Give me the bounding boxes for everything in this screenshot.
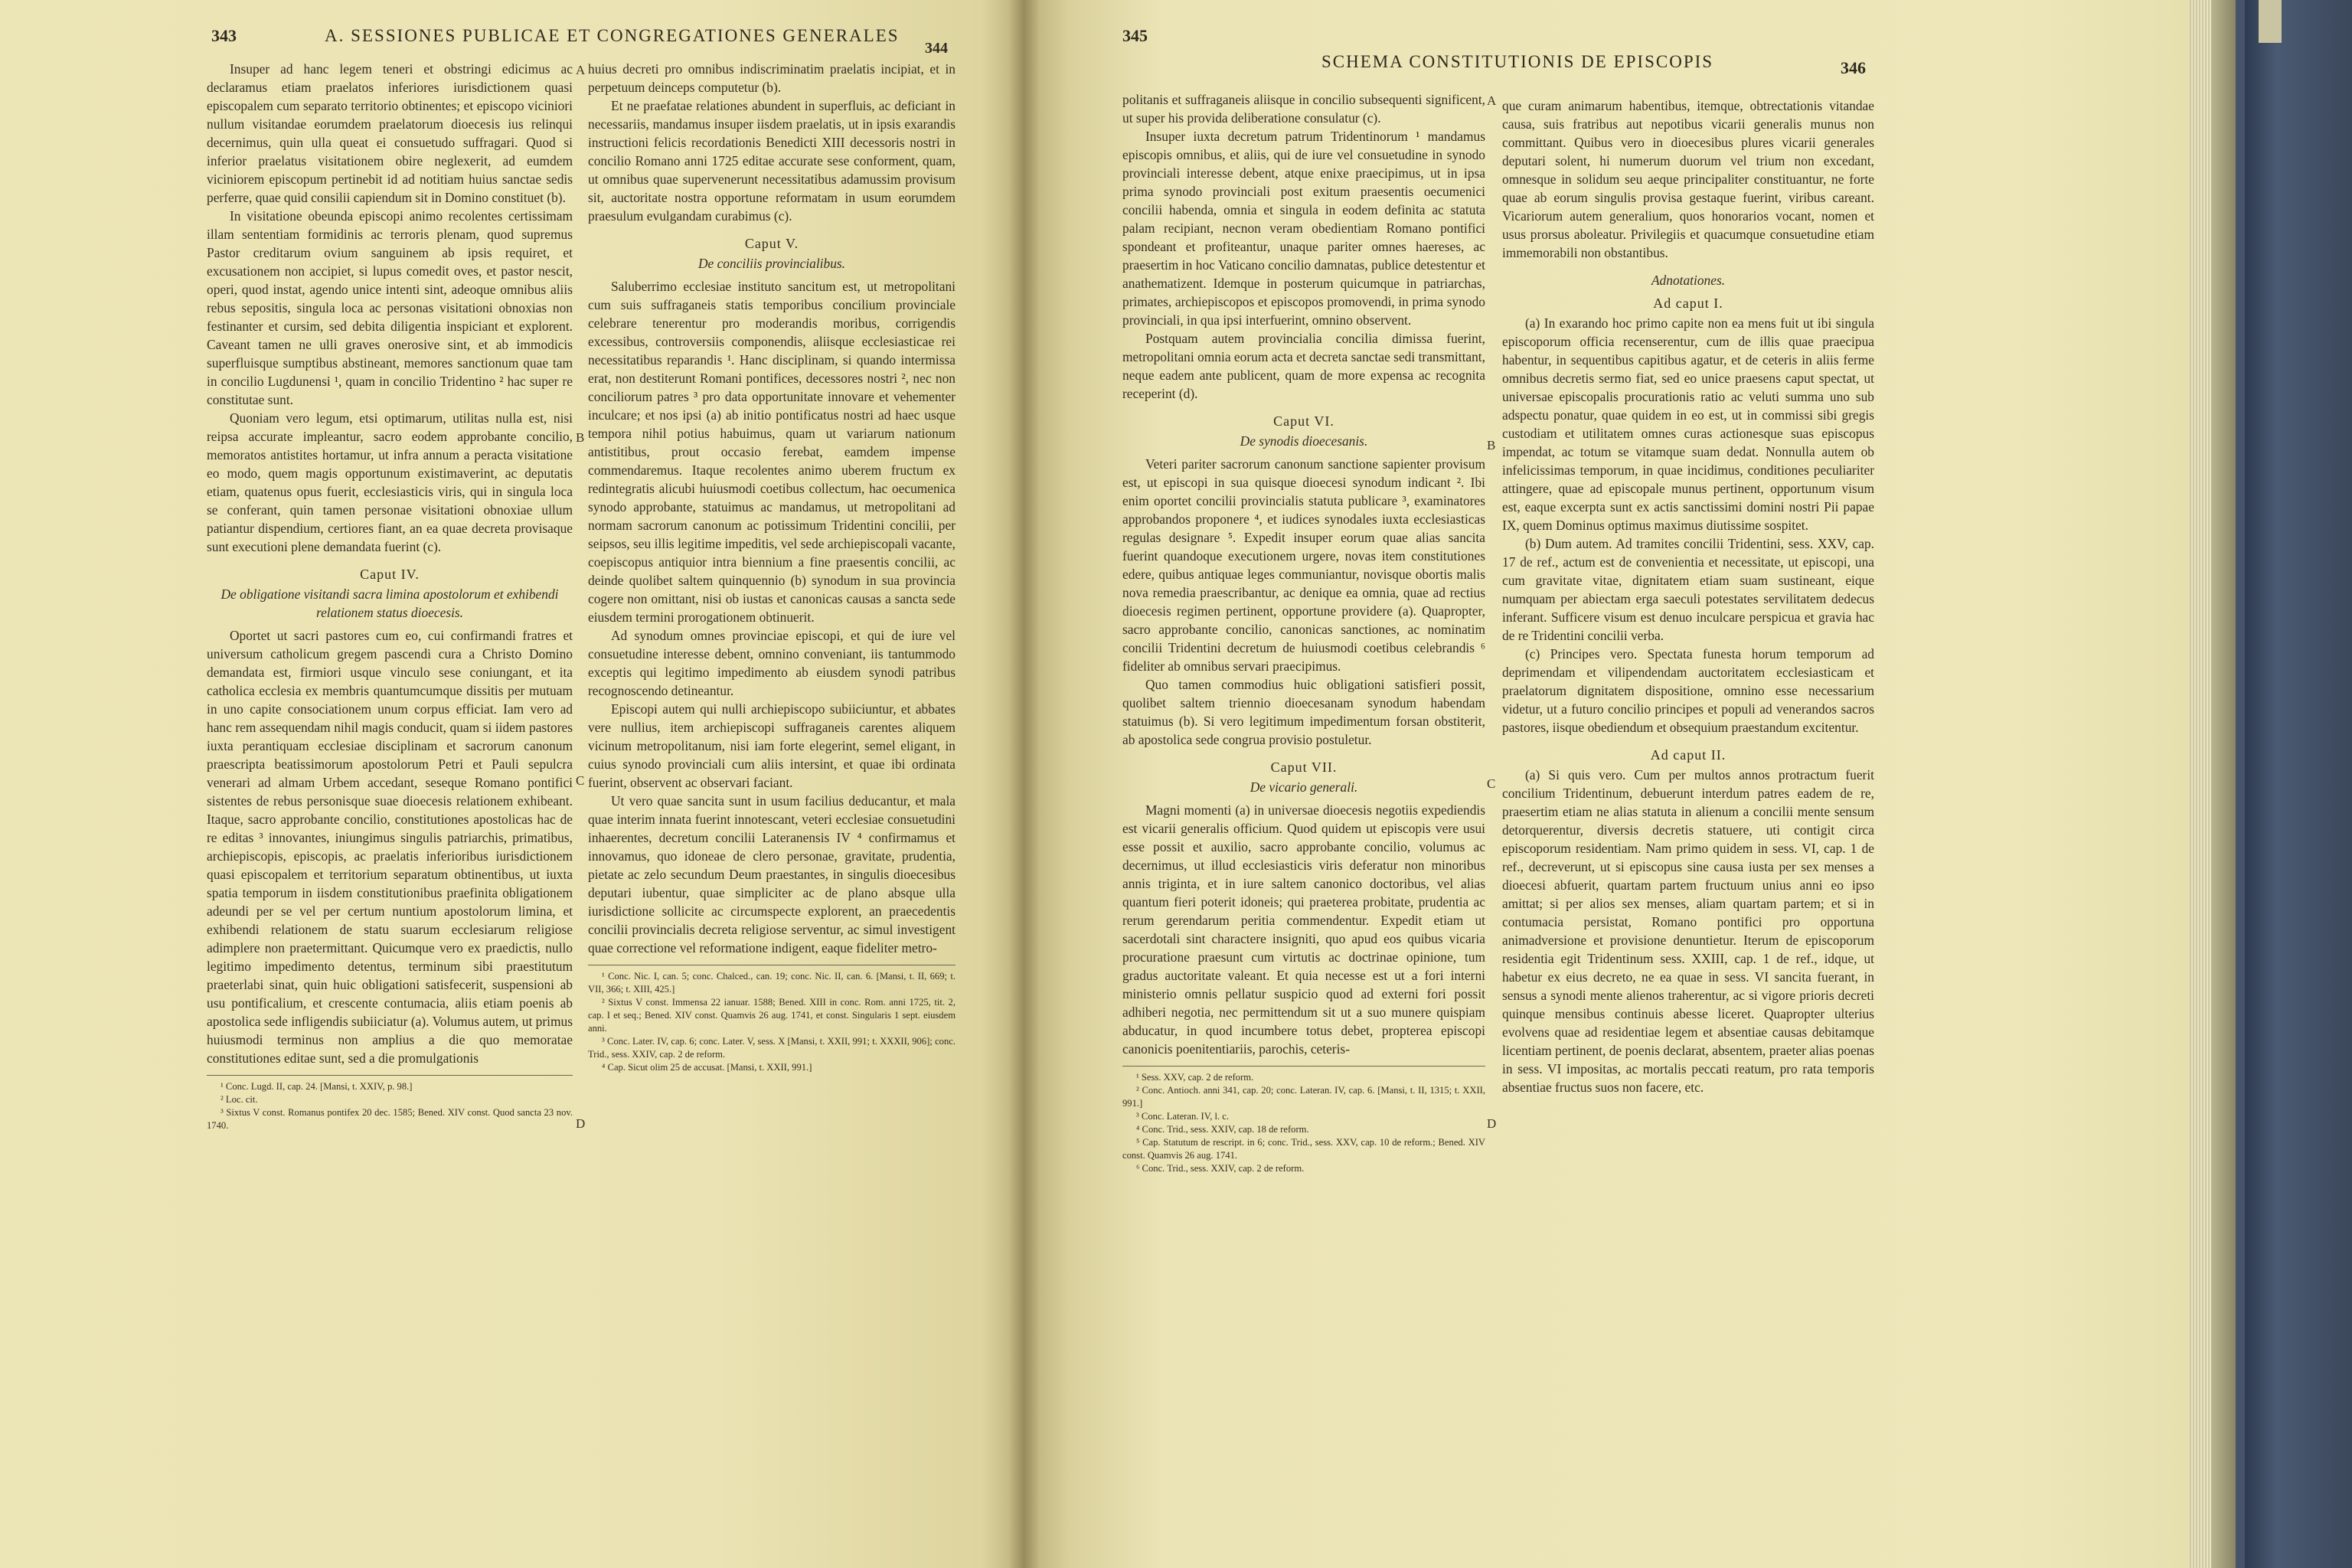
paragraph: Insuper iuxta decretum patrum Tridentinorum ¹ mandamus episcopis omnibus, et aliis, qui de iure vel consuetudine in synodo provinciali interesse debent, atque enixe praecipimus, ut in ipsa prima synodo provinciali post exitum praesentis oecumenici concilii habenda, omnia et singula in eodem definita ac statuta palam recipiant, necnon veram obedientiam Romano pontifici spondeant et profiteantur, unaque pariter omnes haereses, ac praesertim in hoc Vaticano concilio damnatas, publice detestentur et anathematizent. Idemque in posterum quicumque in patriarchas, primates, archiepiscopos et episcopos promovendi, in prima synodo provinciali, in qua ipsi interfuerint, omnino observent. — [1122, 129, 1485, 328]
paragraph: Postquam autem provincialia concilia dimissa fuerint, metropolitani omnia eorum acta et decreta sanctae sedi transmittant, neque eadem ante publicent, quam de more expensa ac recognita receperint (d). — [1122, 331, 1485, 401]
page-number-right-outer: 346 — [1841, 58, 1866, 77]
paragraph: Ut vero quae sancita sunt in usum facilius deducantur, et mala quae interim innata fuerint innotescant, veteri ecclesiae consuetudini inhaerentes, decretum concilii Lateranensis IV ⁴ confirmamus et innovamus, quo idoneae de clero personae, gravitate, prudentia, pietate ac zelo secundum Deum praestantes, in singulis dioecesibus deputari iubentur, quae simpliciter ac de plano absque ulla iurisdictione sollicite ac circumspecte explorent, an praecedentis concilii provincialis decreta religiose serventur, ac simul investigent quae correctione vel reformatione indigent, eaque fideliter metro- — [588, 793, 956, 956]
page-number-left-inner: 344 — [925, 40, 948, 57]
right-page — [1023, 0, 2190, 1568]
paragraph: Magni momenti (a) in universae dioecesis negotiis expediendis est vicarii generalis officium. Quod quidem ut episcopis vere usui esse possit et auxilio, sacro approbante concilio, volumus ac decernimus, ut illud ecclesiasticis viris deferatur non minoribus annis triginta, et in iure saltem canonico doctoribus, vel alias quantum fieri poterit idoneis; qui praeterea probitate, prudentia ac rerum gerendarum peritia commendentur. Expedit etiam ut sacerdotali sint charactere insigniti, quo apud eos quibus vicaria procuratione praesunt cum virtutis ac doctrinae opinione, tum gradus auctoritate valeant. Et quia necesse est ut a fori interni ministerio omnis pellatur suspicio quod ad externi fori possit adhiberi negotia, nec permittendum sit ut a suo munere quispiam abducatur, in quod incumbere totus debet, propterea episcopi canonicis poenitentiariis, parochis, ceteris- — [1122, 802, 1485, 1057]
section-heading: Ad caput I. — [1653, 296, 1723, 311]
footnote: ³ Sixtus V const. Romanus pontifex 20 dec. 1585; Bened. XIV const. Quod sancta 23 nov. 1740. — [207, 1107, 573, 1131]
paragraph: politanis et suffraganeis aliisque in concilio subsequenti significent, ut super his provida deliberatione consulatur (c). — [1122, 92, 1485, 126]
footnote: ⁶ Conc. Trid., sess. XXIV, cap. 2 de reform. — [1136, 1163, 1305, 1174]
paragraph: (c) Principes vero. Spectata funesta horum temporum ad deprimendam et vilipendendam auctoritatem ecclesiasticam et praelatorum dignitatem dispositione, omnino esse necessarium videtur, ut a futuro concilio principes et populi ad venerandos sacros pastores, iisque obediendum et obsequium praestandum excitentur. — [1502, 646, 1874, 735]
chapter-subtitle: De conciliis provincialibus. — [697, 256, 846, 271]
footnotes — [207, 1075, 573, 1132]
left-column-2 — [588, 60, 956, 1074]
paragraph: Quo tamen commodius huic obligationi satisfieri possit, quolibet saltem triennio dioecesanam synodum habendam statuimus (b). Si vero legitimum impedimentum forsan obstiterit, ab apostolica sede congrua provisio postuletur. — [1122, 677, 1485, 747]
margin-letter: A — [576, 63, 586, 77]
chapter-subtitle: De synodis dioecesanis. — [1240, 433, 1368, 449]
page-number-left: 343 — [211, 26, 237, 45]
margin-letter: C — [576, 773, 585, 788]
right-column-1 — [1122, 90, 1485, 1175]
paragraph: Episcopi autem qui nulli archiepiscopo subiiciuntur, et abbates vere nullius, item archiepiscopi suffraganeis carentes aliquem vicinum metropolitanum, nisi iam forte elegerint, semel eligant, in cuius synodo provinciali cum aliis intersint, et quae ibi ordinata fuerint, observent ac observari faciant. — [588, 701, 956, 790]
paragraph: (b) Dum autem. Ad tramites concilii Tridentini, sess. XXV, cap. 17 de ref., actum est de convenientia et necessitate, ut episcopi, una cum gravitate vitae, dignitatem etiam suam sustineant, eique numquam per abiectam erga saeculi potestates servilitatem dedecus inferant. Sufficere visum est denuo inculcare perspicua et gravia hac de re Tridentini concilii verba. — [1502, 536, 1874, 643]
page-edges — [2190, 0, 2211, 1568]
chapter-heading: Caput IV. — [360, 567, 420, 582]
section-heading: Ad caput II. — [1650, 747, 1726, 763]
footnote: ² Sixtus V const. Immensa 22 ianuar. 1588; Bened. XIII in conc. Rom. anni 1725, tit. 2, cap. I et seq.; Bened. XIV const. Quamvis 26 aug. 1741, et const. Singularis 1 sept. eiusdem anni. — [588, 997, 956, 1034]
paragraph: In visitatione obeunda episcopi animo recolentes certissimam illam sententiam formidinis ac terroris plenam, quod supremus Pastor creditarum ovium sanguinem ab ipsis requiret, et excusationem non accipiet, si lupus comedit oves, et pastor nescit, operi, quod instat, agendo unice intenti sint, adeoque omnibus aliis rebus sepositis, singula loca ac personas visitationi obnoxias non festinanter et cursim, sed debita diligentia inspiciant et explorent. Caveant tamen ne ulli graves onerosive sint, et ab immodicis superfluisque sumptibus abstineant, memores sanctionum quae tam in concilio Lugdunensi ¹, quam in concilio Tridentino ² hac super re constitutae sunt. — [207, 208, 573, 407]
paragraph: Insuper ad hanc legem teneri et obstringi edicimus ac declaramus etiam praelatos inferiores iurisdictionem quasi episcopalem cum separato territorio obtinentes; et episcopo viciniori nullum visitandae eorumdem praelatorum dioecesis ius relinqui decernimus, quin ulla queat ei consuetudo suffragari. Quod si inferior praelatus visitationem obire neglexerit, ad eumdem viciniorem episcopum pertinebit id ad notitiam huius sanctae sedis perferre, quae quid consilii capiendum sit in Domino constituet (b). — [207, 61, 573, 205]
margin-letter: A — [1487, 93, 1497, 108]
paragraph: Et ne praefatae relationes abundent in superfluis, ac deficiant in necessariis, mandamus insuper iisdem praelatis, ut in ipsis exarandis instructioni felicis recordationis Benedicti XIII decessoris nostri in concilio Romano anni 1725 editae accurate sese conforment, quam, ut omnibus quae supervenerunt necessitatibus adamussim provisum sit, auctoritate nostra opportune reformatam in usum eorumdem praesulum evulgandam curabimus (c). — [588, 98, 956, 224]
footnote: ¹ Conc. Nic. I, can. 5; conc. Chalced., can. 19; conc. Nic. II, can. 6. [Mansi, t. II, 669; t. VII, 366; t. XIII, 425.] — [588, 971, 956, 995]
footnote: ² Loc. cit. — [220, 1094, 258, 1105]
paragraph: que curam animarum habentibus, itemque, obtrectationis vitandae causa, suis fratribus aut nepotibus vicarii generalis munus non committant. Quibus vero in dioecesibus plures vicarii generales deputari solent, hi numerum duorum vel trium non excedant, omnesque in solidum seu aeque principaliter constituantur, ne forte quae ab eorum singulis provisa gestaque fuerint, viribus careant. Vicariorum autem generalium, quos honorarios vocant, nomen et usus prorsus aboleatur. Privilegiis et quacumque consuetudine etiam immemorabili non obstantibus. — [1502, 98, 1874, 260]
paragraph: Quoniam vero legum, etsi optimarum, utilitas nulla est, nisi reipsa accurate impleantur, sacro eodem approbante concilio, memoratos antistites hortamur, ut infra annum a peracta visitatione eo modo, quem magis opportunum existimaverint, ac deputatis etiam, quatenus opus fuerit, ecclesiasticis viris, qui in singula loca se conferant, quin tamen personae visitationi obnoxiae ullum patiantur dispendium, certiores fiant, an ea quae decreta provisaque sunt executioni plene demandata fuerint (c). — [207, 410, 573, 554]
chapter-heading: Caput VII. — [1270, 760, 1338, 775]
footnote: ³ Conc. Lateran. IV, l. c. — [1136, 1111, 1230, 1122]
annotations-heading: Adnotationes. — [1651, 273, 1726, 288]
chapter-subtitle: De vicario generali. — [1250, 779, 1358, 795]
paragraph: Oportet ut sacri pastores cum eo, cui confirmandi fratres et universum catholicum gregem pascendi cura a Christo Domino demandata est, firmiori usque vinculo sese coniungant, et ita catholica ecclesia ex membris quantumcumque dissitis per mutuam in uno capite consociationem unum corpus efficiat. Iam vero ad hanc rem assequendam nihil magis conducit, quam si iidem pastores iuxta perantiquam ecclesiae disciplinam et sacrorum canonum praescripta beatissimorum apostolorum Petri et Pauli sepulcra venerari ad almam Urbem accedant, seseque Romano pontifici sistentes de rebus personisque suae dioecesis relationem exhibeant. Itaque, sacro approbante concilio, constitutiones apostolicas hac de re editas ³ innovantes, iniungimus singulis patriarchis, primatibus, archiepiscopis, episcopis, ac praelatis inferioribus iurisdictionem quasi episcopalem et territorium separatum obtinentibus, ut iuxta spatia temporum in iisdem constitutionibus praefinita obligationem adeundi per se vel per certum nuntium apostolorum limina, et exhibendi relationem de statu suarum ecclesiarum religiose adimplere non praetermittant. Quicumque vero ex praedictis, nullo legitimo impedimento detentus, terminum sibi praestitutum praeterlabi sinat, quin huic obligationi satisfecerit, suspensioni ab usu pontificalium, et crescente contumacia, aliis etiam poenis ab apostolica sede infligendis subiiciatur (a). Volumus autem, ut primus huiusmodi terminus non amplius a die quo memoratae constitutiones editae sunt, sed a die promulgationis — [207, 628, 573, 1066]
chapter-heading: Caput VI. — [1273, 413, 1334, 429]
paragraph: (a) Si quis vero. Cum per multos annos protractum fuerit concilium Tridentinum, debuerunt interdum patres eadem de re, praesertim etiam ne alias statuta in alienum a concilii mente sensum detorquerentur, diversis decretis statuere, uti contigit circa episcoporum residentiam. Nam primo quidem in sess. VI, cap. 1 de ref., decreverunt, ut si episcopus sine causa iusta per sex menses a dioecesi abfuerit, quartam partem fructuum unius anni eo ipso amittat; si per alios sex menses, aliam quartam partem; et si in contumacia persistat, Romano pontifici pro opportuna animadversione et provisione denuntietur. Iterum de episcoporum residentia egit Tridentinum sess. XXIII, cap. 1 de ref., idque, ut habetur ex eius decreto, ne ea quae in sess. VI sancita fuerant, in sensus a synodi mente alienos traherentur, ac si vigore prioris decreti quinque mensibus continuis abesse liceret. Quapropter ulterius evolvens quae ad residentiae legem et absentiae causas debitamque licentiam pertinent, de poenis declarat, absentem, praeter alias poenas in sess. VI impositas, ac mortalis peccati reatum, pro rata temporis absentiae fructus suos non facere, etc. — [1502, 767, 1874, 1095]
book-gutter — [1009, 0, 1040, 1568]
paragraph: Veteri pariter sacrorum canonum sanctione sapienter provisum est, ut episcopi in sua quisque dioecesi synodum indicant ². Ibi enim oportet concilii provincialis statuta publicare ³, examinatores approbandos proponere ⁴, et iudices synodales iuxta ecclesiasticas regulas designare ⁵. Expedit insuper eorum quae alias sancita fuerint quandoque executionem urgere, novas item constitutiones edere, quibus antiquae leges communiantur, novisque obortis malis nova remedia praescribantur, ac denique ea omnia, quae ad rectius dioecesis regimen pertinent, opportune providere (a). Quapropter, sacro approbante concilio, canonicas sanctiones, ac nominatim concilii Tridentini decretum de huiusmodi coetibus celebrandis ⁶ fideliter ab omnibus servari praecipimus. — [1122, 456, 1485, 674]
margin-letter: C — [1487, 776, 1496, 791]
margin-letter: D — [576, 1116, 586, 1131]
footnote: ² Conc. Antioch. anni 341, cap. 20; conc. Lateran. IV, cap. 6. [Mansi, t. II, 1315; t. XXII, 991.] — [1122, 1085, 1485, 1109]
paragraph: Ad synodum omnes provinciae episcopi, et qui de iure vel consuetudine interesse debent, omnino conveniant, iis tantummodo exceptis qui legitimo impedimento ab eiusdem synodi patribus recognoscendo detineantur. — [588, 628, 956, 698]
footnote: ¹ Conc. Lugd. II, cap. 24. [Mansi, t. XXIV, p. 98.] — [220, 1081, 413, 1092]
footnote: ¹ Sess. XXV, cap. 2 de reform. — [1136, 1072, 1254, 1083]
margin-letter: B — [576, 430, 585, 445]
right-column-2 — [1502, 96, 1874, 1096]
bookmark-tab — [2259, 0, 2282, 43]
book-cover-edge — [2211, 0, 2236, 1568]
paragraph: huius decreti pro omnibus indiscriminatim praelatis incipiat, et in perpetuum deinceps computetur (b). — [588, 61, 956, 95]
running-head-right: SCHEMA CONSTITUTIONIS DE EPISCOPIS — [1321, 52, 1714, 71]
running-head-left: A. SESSIONES PUBLICAE ET CONGREGATIONES GENERALES — [325, 26, 900, 45]
footnotes — [588, 965, 956, 1074]
margin-letter: B — [1487, 438, 1496, 452]
footnotes — [1122, 1066, 1485, 1175]
chapter-heading: Caput V. — [744, 236, 799, 251]
left-column-1 — [207, 60, 573, 1132]
page-number-right: 345 — [1122, 26, 1148, 45]
paragraph: Saluberrimo ecclesiae instituto sancitum est, ut metropolitani cum suis suffraganeis statis temporibus concilium provinciale celebrare tenerentur pro moderandis moribus, corrigendis excessibus, controversiis componendis, aliisque ecclesiasticae rei necessitatibus reparandis ¹. Hanc disciplinam, si quando intermissa erat, non destiterunt Romani pontifices, decessores nostri ², nec non conciliorum patres ³ pro data opportunitate innovare et vehementer inculcare; et nos ipsi (a) ab initio pontificatus nostri ad haec usque tempora nihil potius habuimus, quam ut variarum nationum antistitibus, prout occasio ferebat, eamdem impense commendaremus. Itaque recolentes animo uberem fructum ex redintegratis alicubi huiusmodi coetibus collectum, hac oecumenica synodo approbante, statuimus ac mandamus, ut metropolitani ad normam sacrorum canonum ac potissimum Tridentini concilii, per seipsos, seu illis legitime impeditis, vel sede archiepiscopali vacante, coepiscopus antiquior intra biennium a fine praesentis concilii, ac deinde quolibet saltem quinquennio (b) synodum in sua provincia cogere non omittant, nisi ob iustas et canonicas causas a sancta sede eiusdem termini prorogationem obtinuerit. — [588, 279, 956, 625]
scan-background — [2245, 0, 2352, 1568]
left-page — [0, 0, 1023, 1568]
footnote: ³ Conc. Later. IV, cap. 6; conc. Later. V, sess. X [Mansi, t. XXII, 991; t. XXXII, 906]; conc. Trid., sess. XXIV, cap. 2 de reform. — [588, 1036, 956, 1060]
footnote: ⁵ Cap. Statutum de rescript. in 6; conc. Trid., sess. XXV, cap. 10 de reform.; Bened. XIV const. Quamvis 26 aug. 1741. — [1122, 1137, 1485, 1161]
margin-letter: D — [1487, 1116, 1497, 1131]
paragraph: (a) In exarando hoc primo capite non ea mens fuit ut ibi singula episcoporum officia recenserentur, cum de illis quae praecipua habentur, in sequentibus capitibus agatur, et de ceteris in aliis ferme omnibus decretis sermo fiat, sed eo unice praesens caput spectat, ut universae episcopalis procurationis ratio ac veluti summa uno sub adspectu ponatur, quae quidem in eo est, ut in commissi sibi gregis custodiam et utilitatem omnes curas actionesque suas episcopus impendat, ac totum se vitamque suam dedat. Nonnulla autem ob infelicissimas temporum, in quae incidimus, conditiones peculiariter attingere, quae ad episcopale munus pertinent, opportunum visum est, eaque excerpta sunt ex actis sanctissimi domini nostri Pii papae IX, quem Dominus optimus maximus diutissime sospitet. — [1502, 315, 1874, 533]
chapter-subtitle: De obligatione visitandi sacra limina apostolorum et exhibendi relationem status dioecesis. — [220, 586, 559, 620]
footnote: ⁴ Cap. Sicut olim 25 de accusat. [Mansi, t. XXII, 991.] — [602, 1062, 812, 1073]
footnote: ⁴ Conc. Trid., sess. XXIV, cap. 18 de reform. — [1136, 1124, 1309, 1135]
